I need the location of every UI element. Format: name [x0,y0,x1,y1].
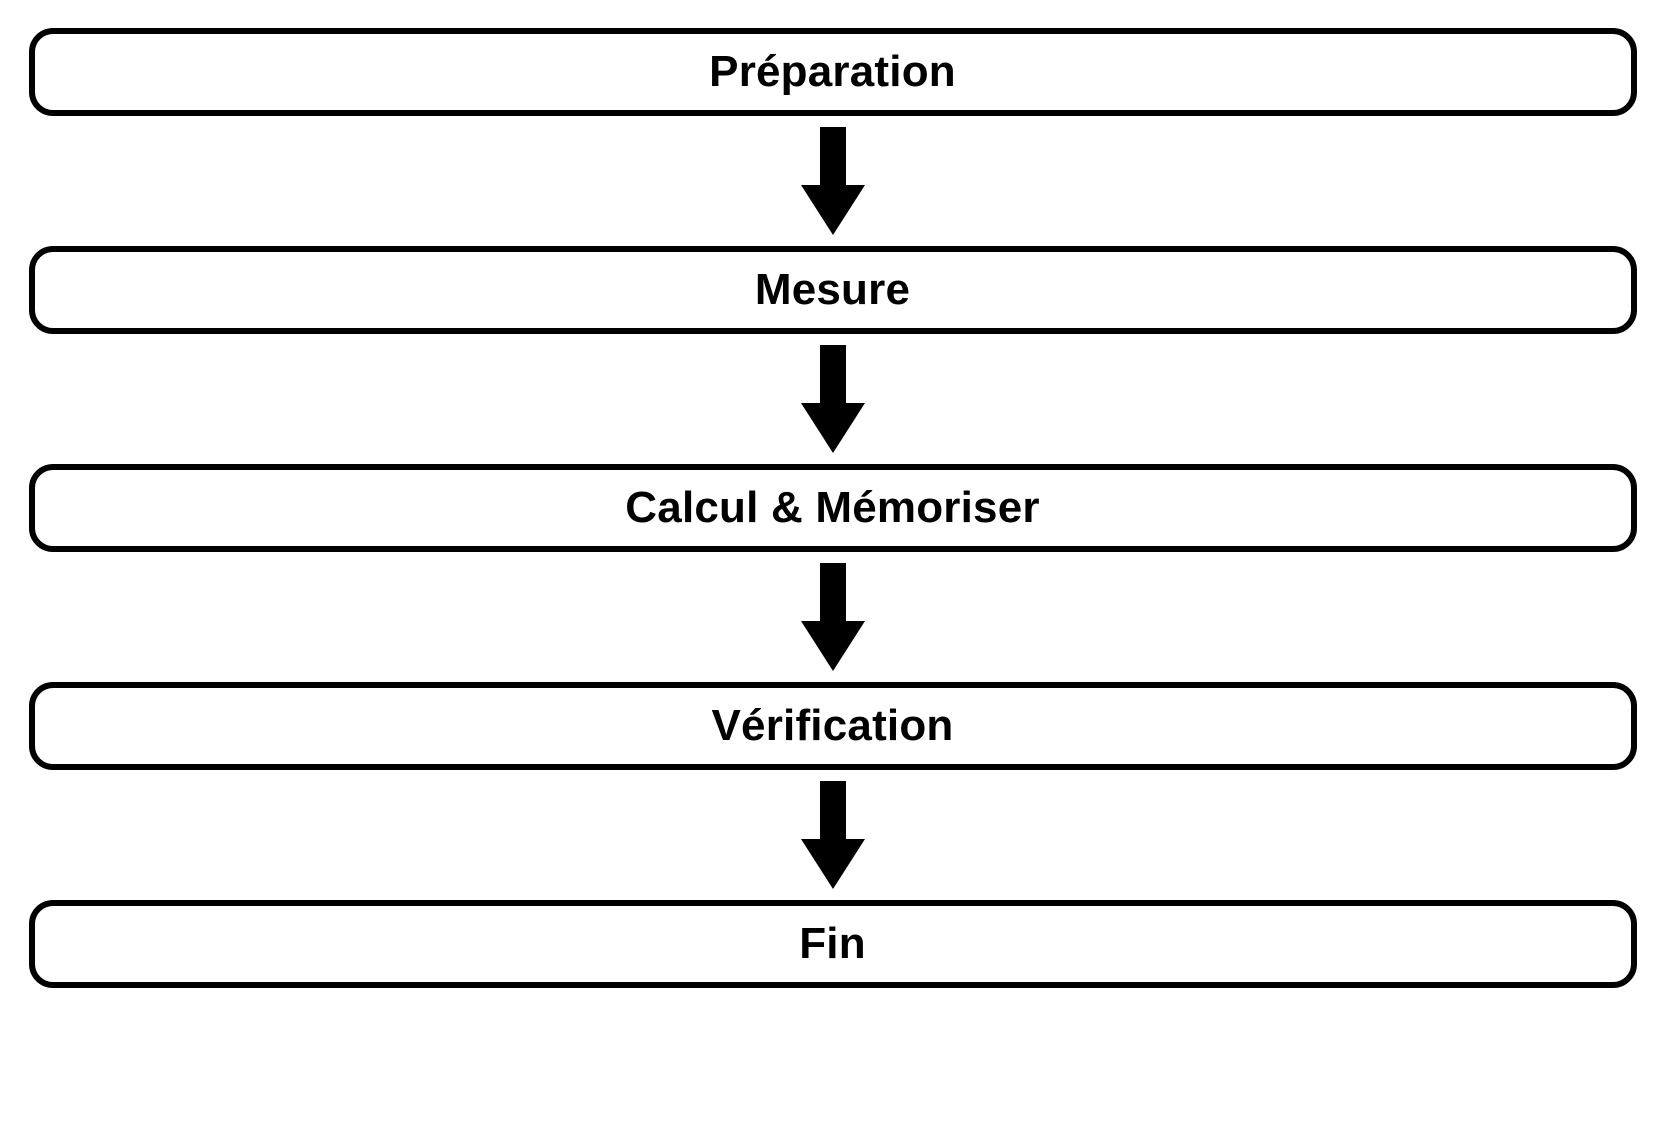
flow-node-label: Vérification [711,701,954,750]
flow-connector-2 [24,334,1641,464]
arrow-down-icon [801,781,865,889]
arrow-shaft [820,563,846,625]
flow-connector-1 [24,116,1641,246]
arrow-head [801,839,865,889]
flow-node-mesure [29,246,1637,334]
flow-node-calcul-memoriser [29,464,1637,552]
arrow-down-icon [801,563,865,671]
arrow-head [801,621,865,671]
flow-node-label: Fin [799,919,866,968]
flow-connector-3 [24,552,1641,682]
arrow-head [801,185,865,235]
flow-node-label: Calcul & Mémoriser [625,483,1040,532]
flow-node-label: Mesure [754,265,911,314]
arrow-head [801,403,865,453]
flow-node-preparation [29,28,1637,116]
arrow-shaft [820,127,846,189]
arrow-shaft [820,345,846,407]
arrow-shaft [820,781,846,843]
flow-node-label: Préparation [709,47,956,96]
arrow-down-icon [801,345,865,453]
flow-connector-4 [24,770,1641,900]
arrow-down-icon [801,127,865,235]
flow-node-fin [29,900,1637,988]
flow-node-verification [29,682,1637,770]
